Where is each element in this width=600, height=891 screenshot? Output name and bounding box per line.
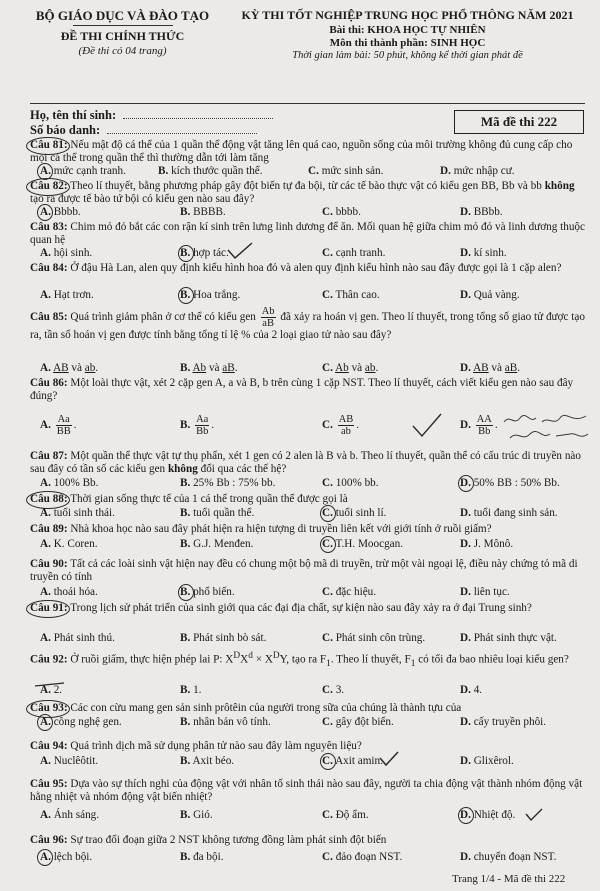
pen-circle-93a [37, 714, 53, 731]
pen-circle-95d [458, 807, 474, 824]
options-84 [40, 289, 585, 302]
answer-option: D. cấy truyền phôi. [460, 716, 547, 728]
answer-option: A. Bbbb. [40, 206, 81, 218]
candidate-number-field [107, 133, 257, 134]
answer-option: A. công nghệ gen. [40, 716, 122, 728]
exam-title: KỲ THI TỐT NGHIỆP TRUNG HỌC PHỔ THÔNG NĂM 2021 [241, 8, 574, 22]
pen-circle-82a [37, 204, 53, 221]
options-95 [40, 809, 585, 822]
answer-option: A. $\frac{Aa}{BB}$ . [40, 414, 77, 437]
candidate-name-label: Họ, tên thí sinh: [30, 108, 273, 123]
answer-option: B. nhân bản vô tính. [180, 716, 271, 728]
answer-option: A. Hạt trơn. [40, 289, 94, 301]
answer-option: D. mức nhập cư. [440, 165, 515, 177]
answer-option: A. tuổi sinh thái. [40, 507, 115, 519]
pen-circle-94c [320, 753, 336, 770]
answer-option: B. tuổi quần thể. [180, 507, 255, 519]
answer-option: C. 100% bb. [322, 477, 379, 489]
answer-option: C. Axit amin. [322, 755, 383, 767]
handwritten-note-icon [500, 412, 592, 446]
answer-option: A. lệch bội. [40, 851, 93, 863]
ministry-name: BỘ GIÁO DỤC VÀ ĐÀO TẠO [35, 8, 210, 23]
answer-option: B. phổ biến. [180, 586, 235, 598]
answer-option: B. Gió. [180, 809, 213, 821]
page-count: (Đề thi có 04 trang) [78, 45, 167, 57]
answer-option: A. AB và ab. [40, 362, 99, 374]
pen-circle-87d [458, 475, 474, 492]
answer-option: C. đặc hiệu. [322, 586, 377, 598]
options-87 [40, 477, 585, 490]
strike-icon [34, 680, 66, 690]
answer-option: C. Phát sinh côn trùng. [322, 632, 426, 644]
answer-option: B. Ab và aB. [180, 362, 238, 374]
question-95: Câu 95: Dựa vào sự thích nghi của động vật với nhân tố sinh thái nào sau đây, người ta chia động vật thành nhóm động vật hằng nhiệt và nhóm động vật biến nhiệt? [30, 778, 583, 803]
answer-option: C. Độ ẩm. [322, 809, 369, 821]
question-89: Câu 89: Nhà khoa học nào sau đây phát hiện ra hiện tượng di truyền liên kết với giới tính ở ruồi giấm? [30, 523, 492, 535]
answer-option: D. 50% BB : 50% Bb. [460, 477, 560, 489]
pen-circle-q81 [26, 137, 70, 155]
answer-option: D. $\frac{AA}{Bb}$ . [460, 414, 498, 437]
answer-option: A. Nuclêôtit. [40, 755, 99, 767]
answer-option: C. Ab và ab. [322, 362, 379, 374]
answer-option: C. đảo đoạn NST. [322, 851, 403, 863]
question-91: Câu 91: Trong lịch sử phát triển của sinh giới qua các đại địa chất, sự kiện nào sau đây xảy ra ở đại Trung sinh? [30, 602, 532, 614]
page-footer: Trang 1/4 - Mã đề thi 222 [452, 873, 566, 885]
pen-circle-q91 [26, 600, 70, 618]
candidate-name-field [123, 118, 273, 119]
answer-option: D. chuyển đoạn NST. [460, 851, 557, 863]
question-86: Câu 86: Một loài thực vật, xét 2 cặp gen A, a và B, b trên cùng 1 cặp NST. Theo lí thuyết, cách viết kiểu gen nào sau đây đúng? [30, 377, 574, 402]
options-89 [40, 538, 585, 551]
answer-option: B. Phát sinh bò sát. [180, 632, 267, 644]
answer-option: D. tuổi đang sinh sản. [460, 507, 558, 519]
answer-option: D. 4. [460, 684, 483, 696]
pen-circle-88c [320, 505, 336, 522]
answer-option: C. T.H. Moocgan. [322, 538, 404, 550]
answer-option: D. kí sinh. [460, 247, 507, 259]
header-right [225, 8, 590, 61]
question-94: Câu 94: Quá trình dịch mã sử dụng phân tử nào sau đây làm nguyên liệu? [30, 740, 362, 752]
question-83: Câu 83: Chim mỏ đỏ bắt các con rận kí sinh trên lưng linh dương để ăn. Mối quan hệ giữa chim mỏ đỏ và linh dương thuộc quan hệ [30, 221, 585, 246]
options-94 [40, 755, 585, 768]
question-85: Câu 85: Quá trình giảm phân ở cơ thể có kiểu gen $\frac{Ab}{aB}$ đã xảy ra hoán vị gen. Theo lí thuyết, trong tổng số giao tử được tạo ra, tần số hoán vị gen được tính bằng tổng tỉ lệ % của 2 loại giao tử nào sau đây? [30, 306, 585, 341]
answer-option: C. Thân cao. [322, 289, 380, 301]
answer-option: A. 2. [40, 684, 63, 696]
options-91 [40, 632, 585, 645]
question-96: Câu 96: Sự trao đổi đoạn giữa 2 NST không tương đồng làm phát sinh đột biến [30, 834, 387, 846]
answer-option: C. tuổi sinh lí. [322, 507, 387, 519]
answer-option: A. mức cạnh tranh. [40, 165, 126, 177]
answer-option: B. Hoa trắng. [180, 289, 241, 301]
options-93 [40, 716, 585, 729]
answer-option: D. BBbb. [460, 206, 503, 218]
answer-option: B. BBBB. [180, 206, 226, 218]
exam-code-box: Mã đề thi 222 [454, 110, 584, 134]
answer-option: D. Phát sinh thực vật. [460, 632, 557, 644]
answer-option: C. gây đột biến. [322, 716, 394, 728]
answer-option: D. Glixêrol. [460, 755, 514, 767]
options-88 [40, 507, 585, 520]
answer-option: D. Nhiệt độ. [460, 809, 516, 821]
answer-option: A. K. Coren. [40, 538, 98, 550]
candidate-number-label: Số báo danh: [30, 123, 257, 138]
answer-option: B. $\frac{Aa}{Bb}$ . [180, 414, 215, 437]
answer-option: C. mức sinh sản. [308, 165, 384, 177]
ministry-underline [73, 25, 173, 26]
pen-circle-96a [37, 849, 53, 866]
time-line: Thời gian làm bài: 50 phút, không kể thời gian phát đề [292, 50, 523, 61]
answer-option: C. bbbb. [322, 206, 361, 218]
answer-option: D. J. Mônô. [460, 538, 514, 550]
answer-option: D. Quả vàng. [460, 289, 520, 301]
check-mark-icon [378, 751, 400, 767]
check-mark-icon [226, 242, 254, 260]
answer-option: B. hợp tác. [180, 247, 229, 259]
genotype-fraction: $\frac{Ab}{aB}$ [261, 306, 275, 329]
answer-option: D. AB và aB. [460, 362, 521, 374]
pen-circle-83b [178, 245, 194, 262]
answer-option: A. thoái hóa. [40, 586, 98, 598]
answer-option: B. 1. [180, 684, 202, 696]
question-88: Câu 88: Thời gian sống thực tế của 1 cá thể trong quần thể được gọi là [30, 493, 348, 505]
answer-option: A. 100% Bb. [40, 477, 99, 489]
answer-option: A. Phát sinh thú. [40, 632, 115, 644]
pen-circle-q88 [26, 491, 70, 509]
answer-option: B. đa bội. [180, 851, 224, 863]
pen-circle-84b [178, 287, 194, 304]
answer-option: A. Ánh sáng. [40, 809, 100, 821]
pen-circle-90b [178, 584, 194, 601]
check-mark-icon [410, 412, 444, 440]
options-96 [40, 851, 585, 864]
question-93: Câu 93: Các con cừu mang gen sản sinh prôtêin của người trong sữa của chúng là thành tựu của [30, 702, 462, 714]
component-line: Môn thi thành phần: SINH HỌC [329, 37, 486, 49]
question-84: Câu 84: Ở đậu Hà Lan, alen quy định kiểu hình hoa đỏ và alen quy định kiểu hình nào sau đây được gọi là 1 cặp alen? [30, 262, 562, 274]
answer-option: B. 25% Bb : 75% bb. [180, 477, 276, 489]
answer-option: B. Axit béo. [180, 755, 235, 767]
answer-option: D. liên tục. [460, 586, 510, 598]
pen-circle-89c [320, 536, 336, 553]
options-90 [40, 586, 585, 599]
question-90: Câu 90: Tất cả các loài sinh vật hiện nay đều có chung một bộ mã di truyền, trừ một vài ngoại lệ, điều này chứng tỏ mã di truyền có tính [30, 558, 578, 583]
answer-option: C. $\frac{AB}{ab}$ . [322, 414, 360, 437]
pen-circle-q82 [26, 178, 70, 196]
question-81: Câu 81: Nếu mật độ cá thể của 1 quần thể động vật tăng lên quá cao, nguồn sống của môi trường không đủ cung cấp cho mọi cá thể trong quần thể thì thường dẫn tới làm tăng [30, 139, 573, 164]
answer-option: B. G.J. Menđen. [180, 538, 254, 550]
answer-option: B. kích thước quần thể. [158, 165, 263, 177]
options-85 [40, 362, 585, 375]
options-81 [40, 165, 585, 178]
header-left [20, 8, 225, 57]
answer-option: C. cạnh tranh. [322, 247, 386, 259]
answer-option: A. hội sinh. [40, 247, 93, 259]
official-label: ĐỀ THI CHÍNH THỨC [60, 29, 185, 43]
answer-option: C. 3. [322, 684, 345, 696]
question-92: Câu 92: Ở ruồi giấm, thực hiện phép lai P: $X^DX^d \times X^DY$, tạo ra $F_1$. Theo lí thuyết, $F_1$ có tối đa bao nhiêu loại kiểu gen? [30, 651, 569, 669]
options-82 [40, 206, 585, 219]
options-83 [40, 247, 585, 260]
check-mark-icon [524, 808, 544, 822]
question-82: Câu 82: Theo lí thuyết, bằng phương pháp gây đột biến tự đa bội, từ các tế bào thực vật có kiểu gen BB, Bb và bb không tạo ra được tế bào tứ bội có kiểu gen nào sau đây? [30, 180, 575, 205]
subject-line: Bài thi: KHOA HỌC TỰ NHIÊN [329, 24, 486, 36]
options-92 [40, 684, 585, 697]
question-87: Câu 87: Một quần thể thực vật tự thụ phấn, xét 1 gen có 2 alen là B và b. Theo lí thuyết, quần thể có cấu trúc di truyền nào sau đây có tần số các kiểu gen không đổi qua các thế hệ? [30, 450, 581, 475]
header-divider [30, 103, 585, 104]
